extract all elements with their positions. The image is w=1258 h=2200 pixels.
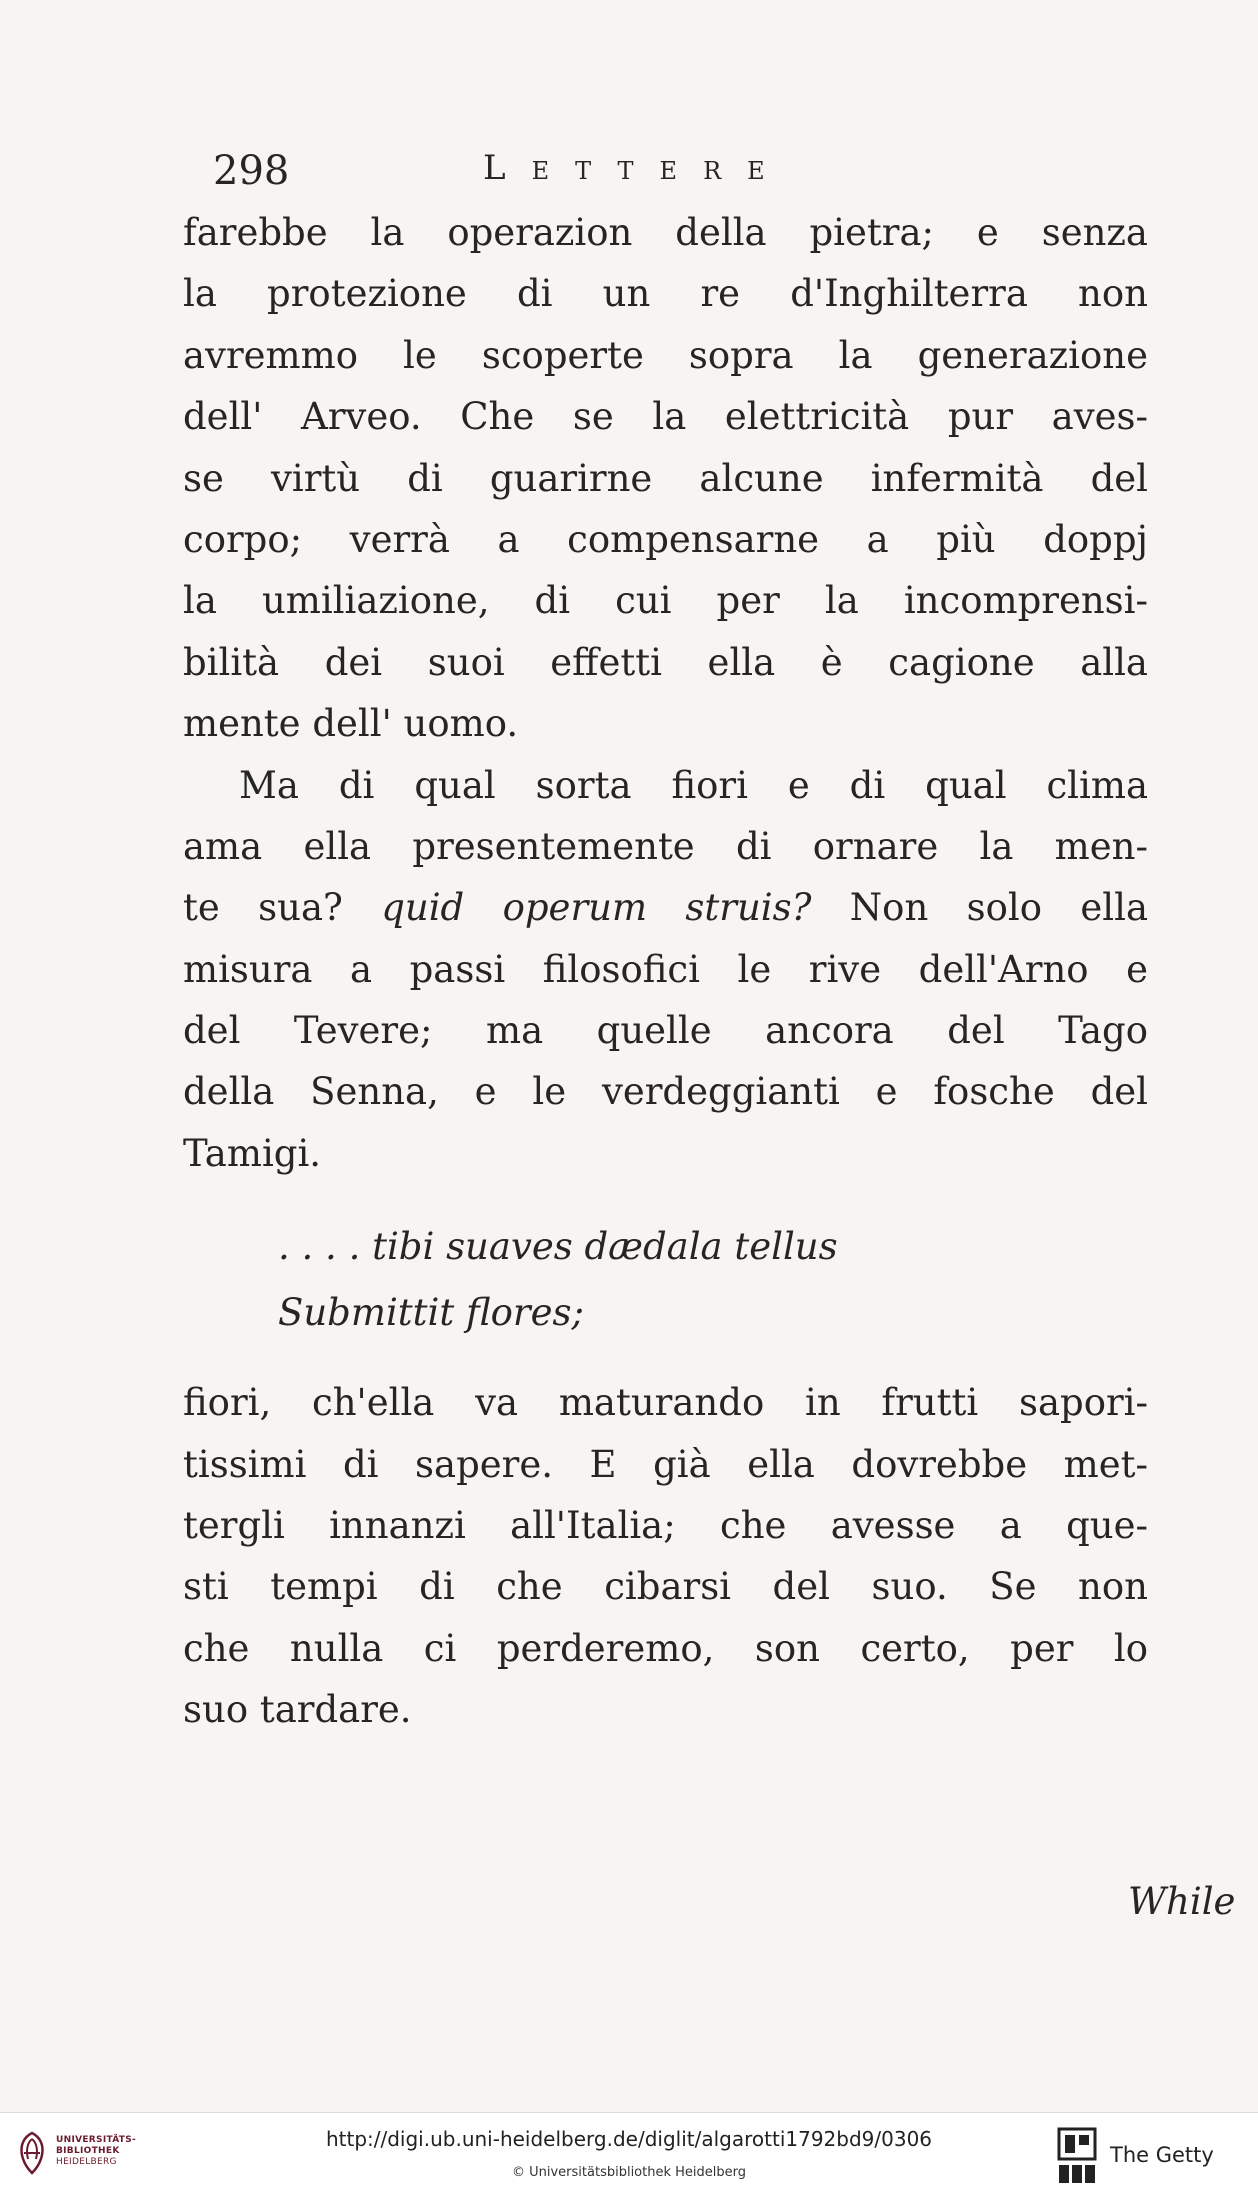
verse-quotation: [183, 1214, 1148, 1346]
running-head: [183, 140, 1148, 202]
page-content: [183, 140, 1236, 1923]
text-line: del Tevere; ma quelle ancora del Tago: [183, 1009, 1148, 1053]
text-fragment: Non solo ella: [811, 886, 1149, 930]
text-line: tergli innanzi all'Italia; che avesse a que-: [183, 1504, 1148, 1548]
text-line: farebbe la operazion della pietra; e senza: [183, 211, 1148, 254]
page-number: 298: [213, 148, 290, 194]
text-line: suo tardare.: [183, 1688, 412, 1732]
copyright-notice: © Universitätsbibliothek Heidelberg: [511, 2165, 746, 2180]
library-name-line: UNIVERSITÄTS-: [56, 2135, 137, 2145]
text-line: misura a passi filosofici le rive dell'Arno e: [183, 947, 1148, 991]
text-line: Tamigi.: [183, 1131, 322, 1175]
text-fragment: te sua?: [183, 886, 382, 930]
viewer-footer: [0, 2112, 1258, 2200]
getty-logo-icon: [1057, 2127, 1097, 2185]
text-line: [183, 877, 1148, 938]
permalink-url[interactable]: http://digi.ub.uni-heidelberg.de/diglit/algarotti1792bd9/0306: [325, 2127, 933, 2151]
verse-line: Submittit flores;: [278, 1291, 584, 1335]
text-line: sti tempi di che cibarsi del suo. Se non: [183, 1565, 1148, 1609]
text-line: corpo; verrà a compensarne a più doppj: [183, 517, 1148, 561]
getty-label: The Getty: [1110, 2143, 1214, 2167]
text-line: della Senna, e le verdeggianti e fosche del: [183, 1070, 1148, 1114]
text-line: se virtù di guarirne alcune infermità del: [183, 456, 1148, 500]
text-line: mente dell' uomo.: [183, 702, 519, 746]
text-line: la protezione di un re d'Inghilterra non: [183, 272, 1148, 316]
paragraph-1: [183, 202, 1148, 755]
library-name-line: BIBLIOTHEK: [56, 2146, 120, 2156]
text-line: che nulla ci perderemo, son certo, per lo: [183, 1626, 1148, 1670]
text-line: la umiliazione, di cui per la incomprensi-: [183, 579, 1148, 623]
text-line: dell' Arveo. Che se la elettricità pur aves-: [183, 395, 1148, 439]
latin-phrase: quid operum struis?: [381, 886, 812, 930]
text-line: tissimi di sapere. E già ella dovrebbe met-: [183, 1442, 1148, 1486]
paragraph-3: [183, 1372, 1148, 1740]
library-name-line: HEIDELBERG: [56, 2157, 117, 2167]
running-title: Lettere: [483, 148, 791, 188]
catchword: While: [1128, 1880, 1236, 1923]
text-line: fiori, ch'ella va maturando in frutti sapori-: [183, 1381, 1148, 1425]
text-line: ama ella presentemente di ornare la men-: [183, 824, 1148, 868]
text-line: bilità dei suoi effetti ella è cagione alla: [183, 640, 1148, 684]
text-line: Ma di qual sorta fiori e di qual clima: [239, 763, 1148, 807]
text-line: avremmo le scoperte sopra la generazione: [183, 333, 1148, 377]
verse-line: . . . . tibi suaves dædala tellus: [278, 1225, 838, 1269]
paragraph-2: [183, 755, 1148, 1185]
